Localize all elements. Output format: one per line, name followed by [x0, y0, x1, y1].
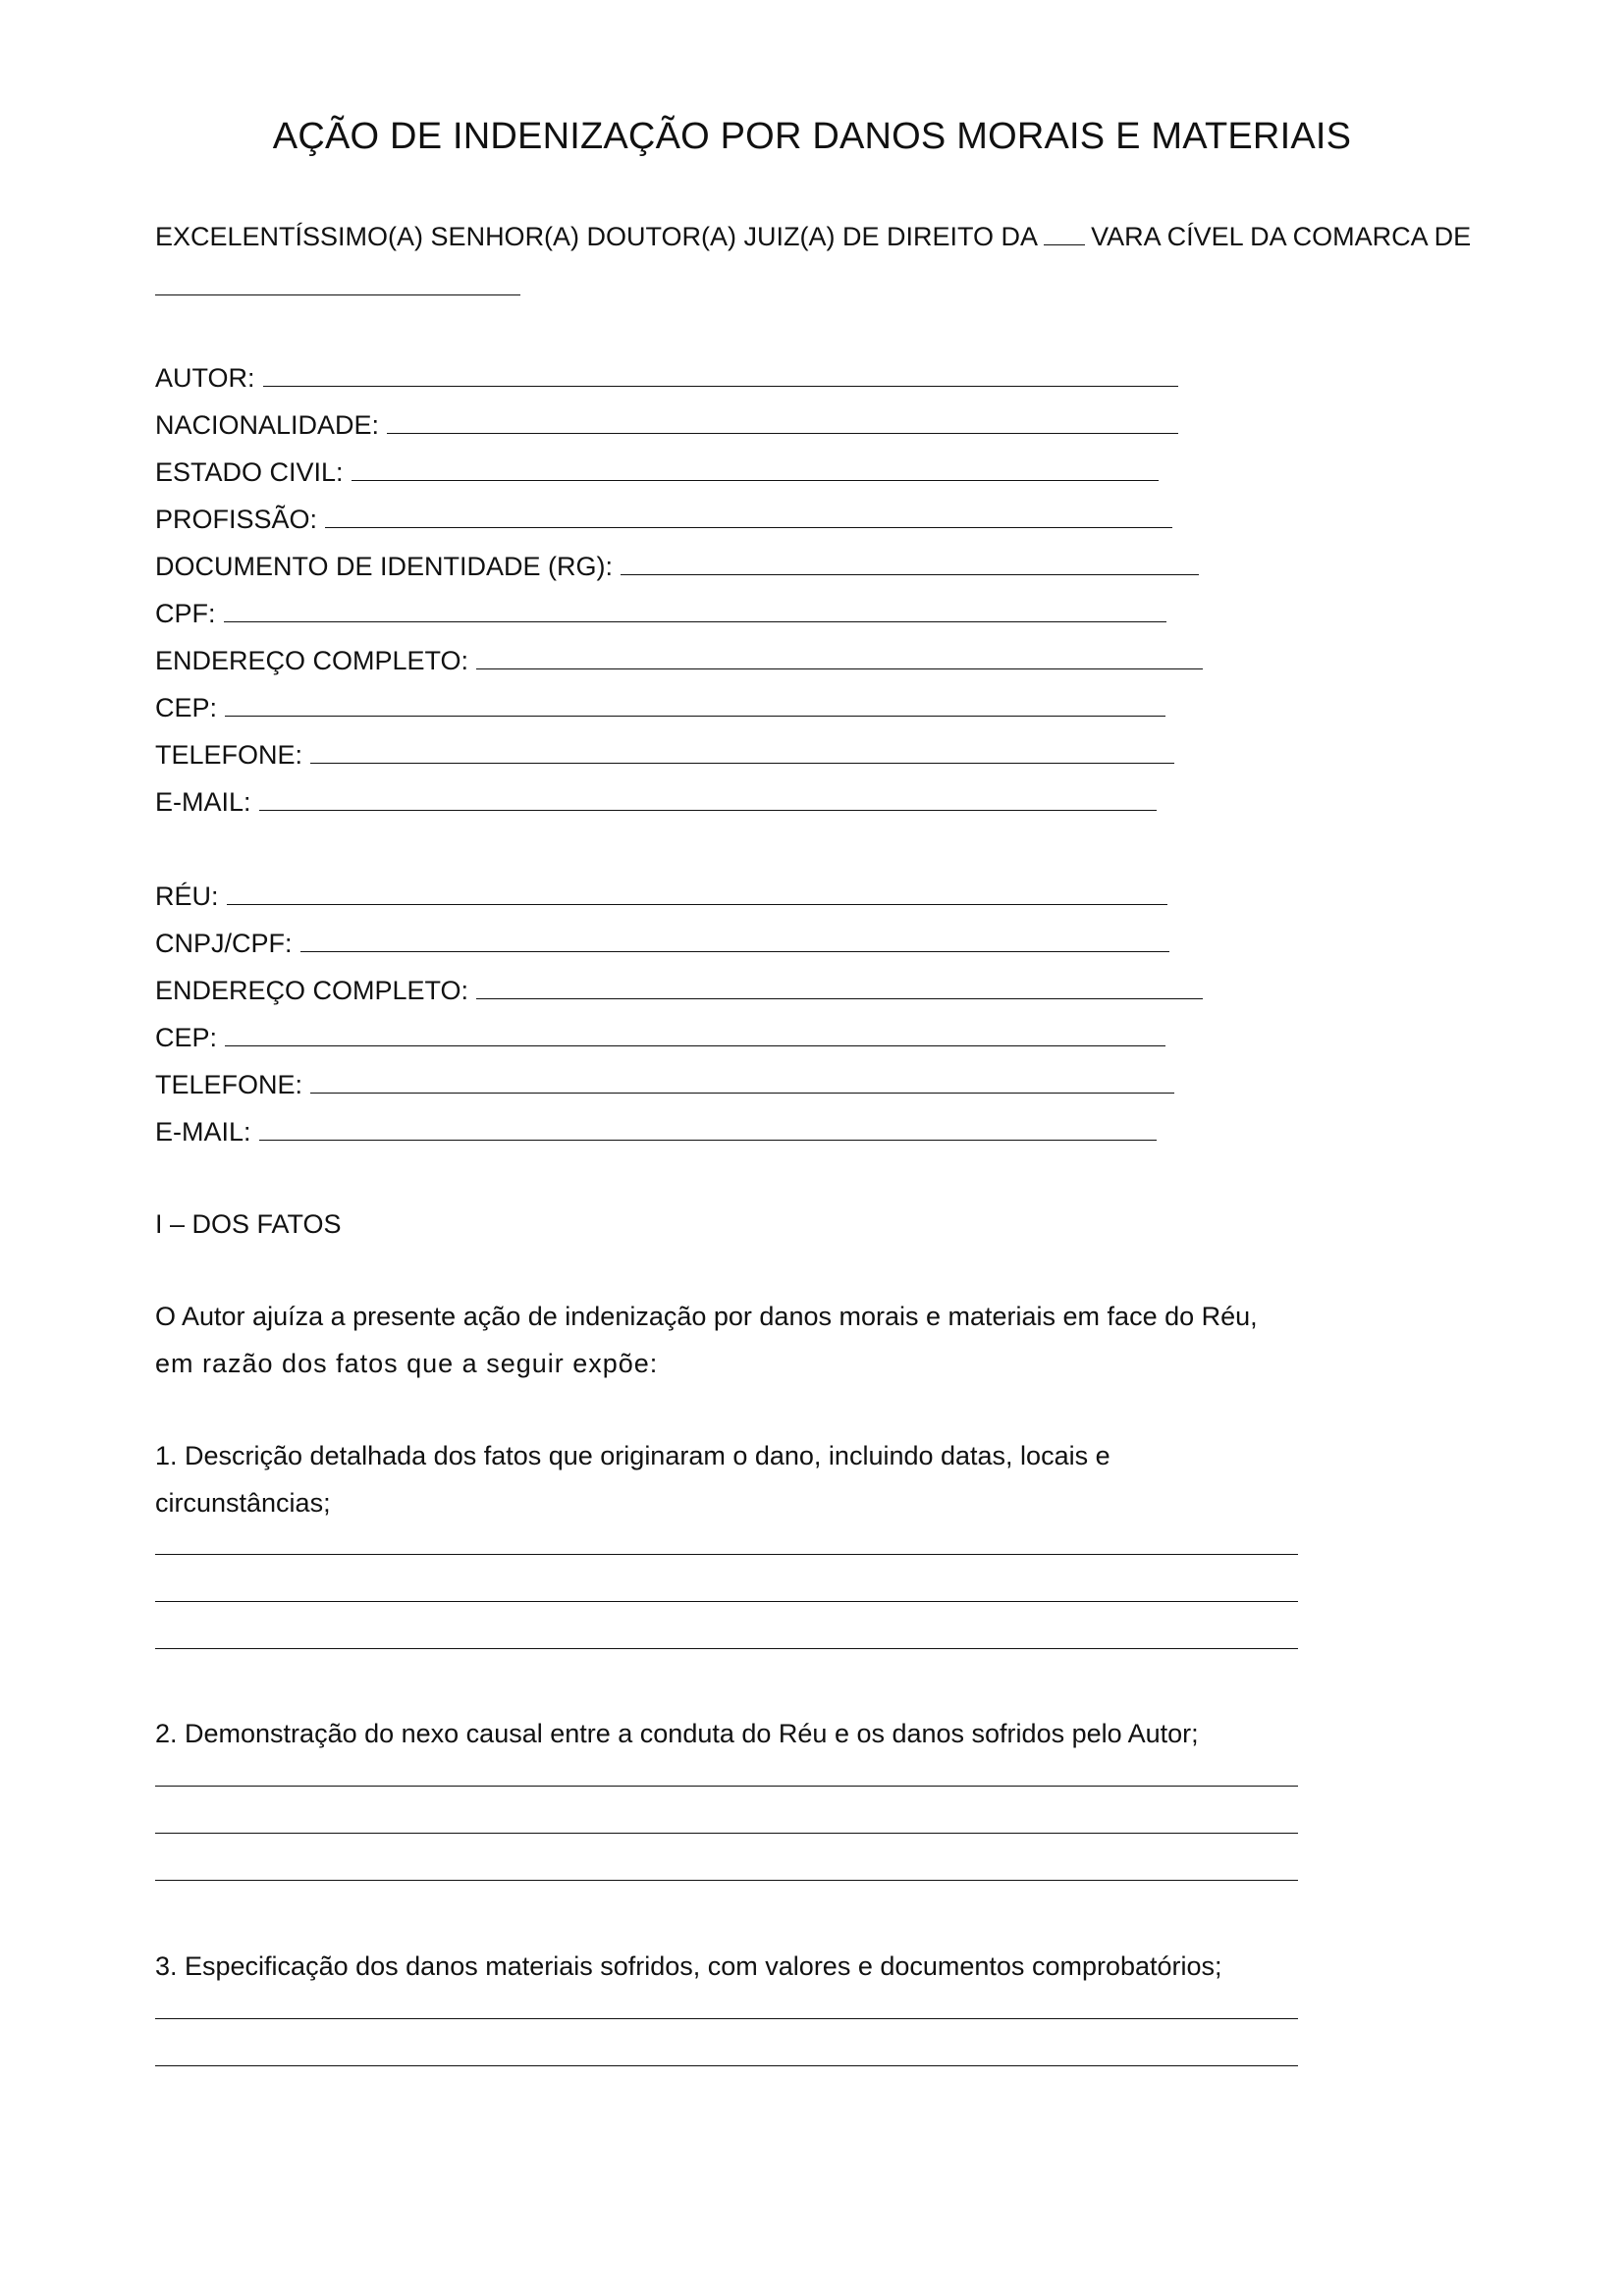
- blank-rg[interactable]: [621, 551, 1199, 575]
- label-telefone-autor: TELEFONE:: [155, 740, 303, 770]
- label-endereco-autor: ENDEREÇO COMPLETO:: [155, 646, 469, 675]
- blank-endereco-autor[interactable]: [476, 645, 1203, 669]
- field-autor: [155, 361, 1178, 395]
- field-cep-reu: [155, 1021, 1165, 1054]
- vara-number-blank[interactable]: [1044, 223, 1085, 245]
- label-rg: DOCUMENTO DE IDENTIDADE (RG):: [155, 552, 614, 581]
- label-profissao: PROFISSÃO:: [155, 505, 318, 534]
- label-cep-autor: CEP:: [155, 693, 218, 722]
- item3-blank-1[interactable]: [155, 2018, 1298, 2019]
- item3-line: 3. Especificação dos danos materiais sofridos, com valores e documentos comprobatórios;: [155, 1951, 1222, 1981]
- label-telefone-reu: TELEFONE:: [155, 1070, 303, 1099]
- label-estado-civil: ESTADO CIVIL:: [155, 457, 344, 487]
- item1-blank-1[interactable]: [155, 1554, 1298, 1555]
- field-cnpj-cpf: [155, 927, 1169, 960]
- item2-blank-2[interactable]: [155, 1833, 1298, 1834]
- addressee-text-2: VARA CÍVEL DA COMARCA DE: [1091, 222, 1472, 251]
- field-cep-autor: [155, 691, 1165, 724]
- field-endereco-autor: [155, 644, 1203, 677]
- comarca-blank[interactable]: [155, 294, 520, 295]
- section-heading-fatos: I – DOS FATOS: [155, 1209, 342, 1239]
- blank-estado-civil[interactable]: [352, 456, 1159, 481]
- field-endereco-reu: [155, 974, 1203, 1007]
- label-reu: RÉU:: [155, 881, 219, 911]
- blank-autor[interactable]: [263, 362, 1178, 387]
- blank-reu[interactable]: [227, 881, 1167, 905]
- item2-blank-3[interactable]: [155, 1880, 1298, 1881]
- field-email-autor: [155, 785, 1157, 819]
- label-cep-reu: CEP:: [155, 1023, 218, 1052]
- field-telefone-reu: [155, 1068, 1174, 1101]
- document-title: AÇÃO DE INDENIZAÇÃO POR DANOS MORAIS E MATERIAIS: [272, 116, 1352, 157]
- blank-endereco-reu[interactable]: [476, 975, 1203, 999]
- blank-nacionalidade[interactable]: [387, 409, 1178, 434]
- blank-cpf[interactable]: [224, 598, 1166, 622]
- item1-line-2: circunstâncias;: [155, 1488, 331, 1518]
- field-profissao: [155, 503, 1172, 536]
- label-email-reu: E-MAIL:: [155, 1117, 251, 1147]
- blank-email-autor[interactable]: [259, 786, 1157, 811]
- addressee-text-1: EXCELENTÍSSIMO(A) SENHOR(A) DOUTOR(A) JUIZ(A) DE DIREITO DA: [155, 222, 1039, 251]
- item2-blank-1[interactable]: [155, 1786, 1298, 1787]
- field-cpf: [155, 597, 1166, 630]
- field-email-reu: [155, 1115, 1157, 1148]
- item3-blank-2[interactable]: [155, 2065, 1298, 2066]
- item1-line-1: 1. Descrição detalhada dos fatos que originaram o dano, incluindo datas, locais e: [155, 1441, 1110, 1470]
- label-nacionalidade: NACIONALIDADE:: [155, 410, 380, 440]
- fatos-intro-line-1: O Autor ajuíza a presente ação de indenização por danos morais e materiais em face do Réu,: [155, 1302, 1258, 1331]
- field-nacionalidade: [155, 408, 1178, 442]
- addressee-line: [155, 220, 1471, 253]
- label-endereco-reu: ENDEREÇO COMPLETO:: [155, 976, 469, 1005]
- label-cpf: CPF:: [155, 599, 216, 628]
- blank-profissao[interactable]: [325, 504, 1172, 528]
- item1-blank-2[interactable]: [155, 1601, 1298, 1602]
- blank-telefone-autor[interactable]: [310, 739, 1174, 764]
- blank-cep-reu[interactable]: [225, 1022, 1165, 1046]
- item1-blank-3[interactable]: [155, 1648, 1298, 1649]
- blank-cep-autor[interactable]: [225, 692, 1165, 717]
- fatos-intro-line-2: em razão dos fatos que a seguir expõe:: [155, 1349, 659, 1378]
- label-email-autor: E-MAIL:: [155, 787, 251, 817]
- blank-email-reu[interactable]: [259, 1116, 1157, 1141]
- item2-line: 2. Demonstração do nexo causal entre a conduta do Réu e os danos sofridos pelo Autor;: [155, 1719, 1199, 1748]
- label-autor: AUTOR:: [155, 363, 255, 393]
- field-estado-civil: [155, 455, 1159, 489]
- field-reu: [155, 880, 1167, 913]
- blank-telefone-reu[interactable]: [310, 1069, 1174, 1094]
- field-telefone-autor: [155, 738, 1174, 772]
- label-cnpj-cpf: CNPJ/CPF:: [155, 929, 293, 958]
- blank-cnpj-cpf[interactable]: [300, 928, 1169, 952]
- field-rg: [155, 550, 1199, 583]
